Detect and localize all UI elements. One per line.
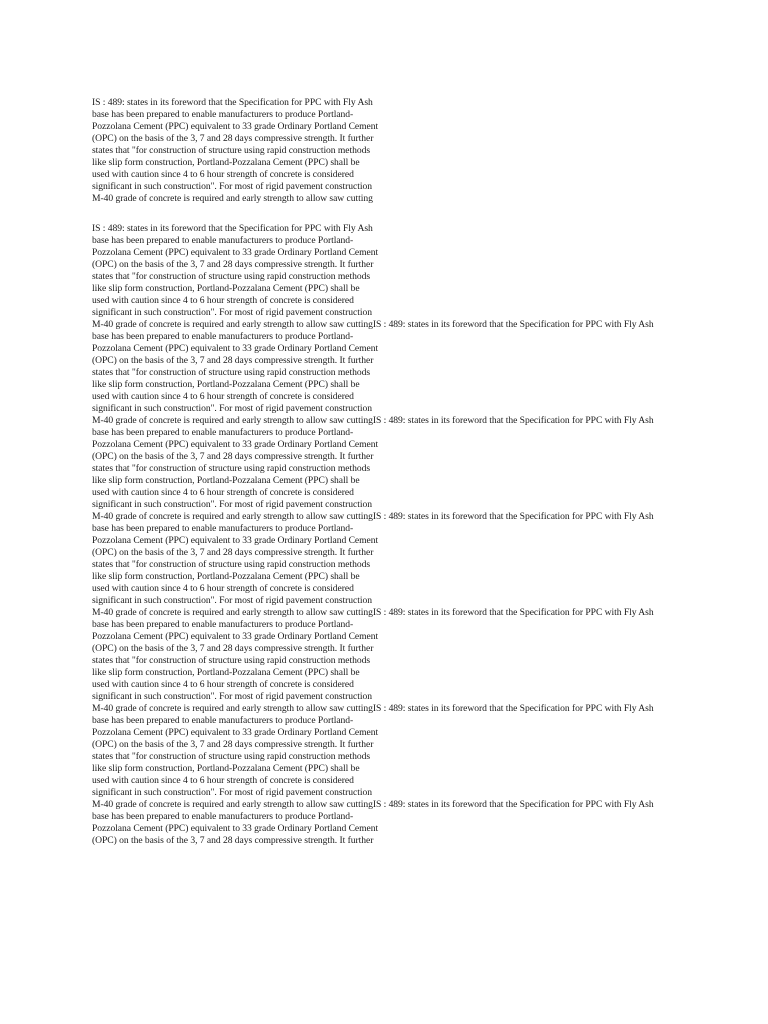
text-line: states that "for construction of structure using rapid construction methods [92,751,371,762]
text-line: (OPC) on the basis of the 3, 7 and 28 days compressive strength. It further [92,259,374,270]
text-line: states that "for construction of structure using rapid construction methods [92,559,371,570]
text-line: like slip form construction, Portland-Pozzalana Cement (PPC) shall be [92,571,360,582]
text-line: base has been prepared to enable manufacturers to produce Portland- [92,109,354,120]
text-line: used with caution since 4 to 6 hour strength of concrete is considered [92,391,354,402]
document-page [92,97,652,907]
text-line: significant in such construction". For most of rigid pavement construction [92,691,372,702]
text-line: (OPC) on the basis of the 3, 7 and 28 days compressive strength. It further [92,739,374,750]
text-line: base has been prepared to enable manufacturers to produce Portland- [92,811,354,822]
text-line: Pozzolana Cement (PPC) equivalent to 33 grade Ordinary Portland Cement [92,343,379,354]
text-line: Pozzolana Cement (PPC) equivalent to 33 grade Ordinary Portland Cement [92,631,379,642]
text-line: like slip form construction, Portland-Pozzalana Cement (PPC) shall be [92,157,360,168]
text-line [92,847,652,859]
text-line [92,883,652,895]
text-line: states that "for construction of structure using rapid construction methods [92,367,371,378]
paragraph-1 [92,97,652,205]
text-line: M-40 grade of concrete is required and early strength to allow saw cuttingIS : 489: states in its foreword that the Specification for PPC with Fly Ash [92,319,654,330]
text-line: significant in such construction". For most of rigid pavement construction [92,595,372,606]
text-line: states that "for construction of structure using rapid construction methods [92,145,371,156]
text-line: states that "for construction of structure using rapid construction methods [92,271,371,282]
text-line: Pozzolana Cement (PPC) equivalent to 33 grade Ordinary Portland Cement [92,535,379,546]
text-line: base has been prepared to enable manufacturers to produce Portland- [92,619,354,630]
text-line: base has been prepared to enable manufacturers to produce Portland- [92,523,354,534]
text-line: base has been prepared to enable manufacturers to produce Portland- [92,715,354,726]
text-line: significant in such construction". For most of rigid pavement construction [92,787,372,798]
text-line: like slip form construction, Portland-Pozzalana Cement (PPC) shall be [92,379,360,390]
text-line: (OPC) on the basis of the 3, 7 and 28 days compressive strength. It further [92,451,374,462]
text-line: (OPC) on the basis of the 3, 7 and 28 days compressive strength. It further [92,133,374,144]
text-line: Pozzolana Cement (PPC) equivalent to 33 grade Ordinary Portland Cement [92,247,379,258]
text-line: (OPC) on the basis of the 3, 7 and 28 days compressive strength. It further [92,547,374,558]
text-line [92,871,652,883]
text-line: M-40 grade of concrete is required and early strength to allow saw cuttingIS : 489: states in its foreword that the Specification for PPC with Fly Ash [92,511,654,522]
text-line: IS : 489: states in its foreword that the Specification for PPC with Fly Ash [92,97,373,108]
text-line: M-40 grade of concrete is required and early strength to allow saw cuttingIS : 489: states in its foreword that the Specification for PPC with Fly Ash [92,703,654,714]
paragraph-spacer [92,205,652,223]
text-line [92,859,652,871]
text-line: (OPC) on the basis of the 3, 7 and 28 days compressive strength. It further [92,355,374,366]
text-line: used with caution since 4 to 6 hour strength of concrete is considered [92,583,354,594]
text-line: used with caution since 4 to 6 hour strength of concrete is considered [92,169,354,180]
text-line: like slip form construction, Portland-Pozzalana Cement (PPC) shall be [92,283,360,294]
text-line: M-40 grade of concrete is required and early strength to allow saw cutting [92,193,373,204]
text-line: states that "for construction of structure using rapid construction methods [92,463,371,474]
text-line: like slip form construction, Portland-Pozzalana Cement (PPC) shall be [92,475,360,486]
text-line: used with caution since 4 to 6 hour strength of concrete is considered [92,679,354,690]
text-line: used with caution since 4 to 6 hour strength of concrete is considered [92,487,354,498]
text-line: base has been prepared to enable manufacturers to produce Portland- [92,235,354,246]
text-line: used with caution since 4 to 6 hour strength of concrete is considered [92,295,354,306]
text-line [92,895,652,907]
text-line: used with caution since 4 to 6 hour strength of concrete is considered [92,775,354,786]
text-line: M-40 grade of concrete is required and early strength to allow saw cuttingIS : 489: states in its foreword that the Specification for PPC with Fly Ash [92,415,654,426]
text-line: Pozzolana Cement (PPC) equivalent to 33 grade Ordinary Portland Cement [92,727,379,738]
text-line: (OPC) on the basis of the 3, 7 and 28 days compressive strength. It further [92,643,374,654]
text-line: (OPC) on the basis of the 3, 7 and 28 days compressive strength. It further [92,835,374,846]
text-line: M-40 grade of concrete is required and early strength to allow saw cuttingIS : 489: states in its foreword that the Specification for PPC with Fly Ash [92,799,654,810]
text-line: Pozzolana Cement (PPC) equivalent to 33 grade Ordinary Portland Cement [92,121,379,132]
text-line: M-40 grade of concrete is required and early strength to allow saw cuttingIS : 489: states in its foreword that the Specification for PPC with Fly Ash [92,607,654,618]
text-line: like slip form construction, Portland-Pozzalana Cement (PPC) shall be [92,667,360,678]
text-line: significant in such construction". For most of rigid pavement construction [92,181,372,192]
text-line: significant in such construction". For most of rigid pavement construction [92,403,372,414]
paragraph-2 [92,223,652,907]
text-line: Pozzolana Cement (PPC) equivalent to 33 grade Ordinary Portland Cement [92,823,379,834]
text-line: states that "for construction of structure using rapid construction methods [92,655,371,666]
text-line: significant in such construction". For most of rigid pavement construction [92,307,372,318]
text-line: significant in such construction". For most of rigid pavement construction [92,499,372,510]
text-line: IS : 489: states in its foreword that the Specification for PPC with Fly Ash [92,223,373,234]
text-line: base has been prepared to enable manufacturers to produce Portland- [92,331,354,342]
text-line: Pozzolana Cement (PPC) equivalent to 33 grade Ordinary Portland Cement [92,439,379,450]
text-line: like slip form construction, Portland-Pozzalana Cement (PPC) shall be [92,763,360,774]
text-line: base has been prepared to enable manufacturers to produce Portland- [92,427,354,438]
